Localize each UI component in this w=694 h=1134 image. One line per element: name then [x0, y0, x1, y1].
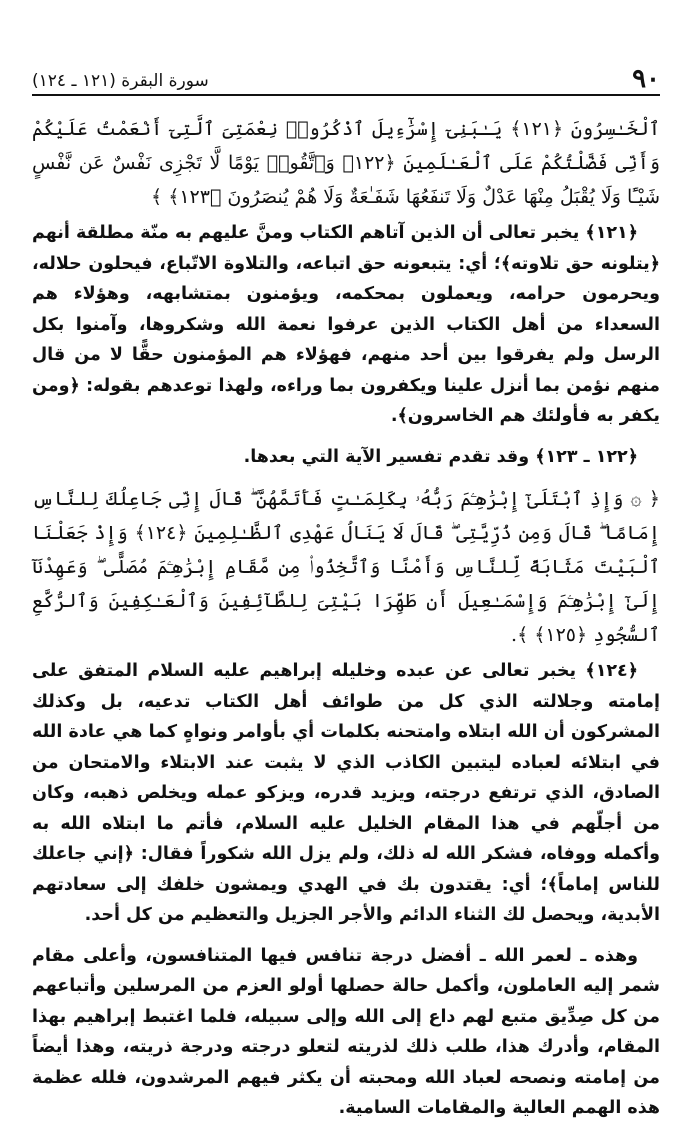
tafsir-paragraph-commentary: وهذه ـ لعمر الله ـ أفضل درجة تنافس فيها المتنافسون، وأعلى مقام شمر إليه العاملون، وأكمل حالة حصلها أولو العزم من المرسلين وأتباعهم من كل صِدِّيق متبع لهم داع إلى الله وإلى سبيله، فلما اغتبط إبراهيم بهذا المقام، وأدرك هذا، طلب ذلك لذريته لتعلو درجته ودرجة ذريته، وهذا أيضاً من إمامته ونصحه لعباد الله ومحبته أن يكثر فيهم المرشدون، فلله عظمة هذه الهمم العالية والمقامات السامية.	[32, 945, 660, 1118]
page-number: ٩٠	[632, 64, 660, 94]
quran-verses-121-123: ٱلْخَـٰسِرُونَ ﴿١٢١﴾ يَـٰبَنِىٓ إِسْرَٰٓءِيلَ ٱذْكُرُوا۟ نِعْمَتِىَ ٱلَّتِىٓ أَنْعَمْتُ عَلَيْكُمْ وَأَنِّى فَضَّلْتُكُمْ عَلَى ٱلْعَـٰلَمِينَ ﴿١٢٢﴾ وَٱتَّقُوا۟ يَوْمًا لَّا تَجْزِى نَفْسٌ عَن نَّفْسٍ شَيْـًٔا وَلَا يُقْبَلُ مِنْهَا عَدْلٌ وَلَا تَنفَعُهَا شَفَـٰعَةٌ وَلَا هُمْ يُنصَرُونَ ﴿١٢٣﴾ ﴾	[32, 118, 660, 208]
tafsir-paragraph-124: ﴿١٢٤﴾ يخبر تعالى عن عبده وخليله إبراهيم عليه السلام المتفق على إمامته وجلالته الذي كل من طوائف أهل الكتاب تدعيه، بل وكذلك المشركون أن الله ابتلاه وامتحنه بكلمات أي بأوامر ونواهٍ كما هي عادة الله في ابتلائه لعباده ليتبين الكاذب الذي لا يثبت عند الابتلاء والامتحان من الصادق، الذي ترتفع درجته، ويزيد قدره، ويزكو عمله ويخلص ذهبه، وكان من أجلّهم في هذا المقام الخليل عليه السلام، فأتم ما ابتلاه الله به وأكمله ووفاه، فشكر الله له ذلك، ولم يزل الله شكوراً فقال: ﴿إني جاعلك للناس إماماً﴾؛ أي: يقتدون بك في الهدي ويمشون خلفك إلى سعادتهم الأبدية، ويحصل لك الثناء الدائم والأجر الجزيل والتعظيم من كل أحد.	[32, 661, 660, 925]
running-title: سورة البقرة (١٢١ ـ ١٢٤)	[32, 71, 209, 91]
tafsir-paragraph-121: ﴿١٢١﴾ يخبر تعالى أن الذين آتاهم الكتاب ومنَّ عليهم به منّة مطلقة أنهم ﴿يتلونه حق تلاوته﴾؛ أي: يتبعونه حق اتباعه، والتلاوة الاتّباع، فيحلون حلاله، ويحرمون حرامه، ويعملون بمحكمه، ويؤمنون بمتشابهه، وهؤلاء هم السعداء من أهل الكتاب الذين عرفوا نعمة الله وشكروها، وآمنوا بكل الرسل ولم يفرقوا بين أحد منهم، فهؤلاء هم المؤمنون حقًّا لا من قال منهم نؤمن بما أنزل علينا ويكفرون بما وراءه، ولهذا توعدهم بقوله: ﴿ومن يكفر به فأولئك هم الخاسرون﴾.	[32, 223, 660, 426]
quran-verses-124-125: ﴿ ۞ وَإِذِ ٱبْتَلَىٰٓ إِبْرَٰهِـۧمَ رَبُّهُۥ بِكَلِمَـٰتٍ فَأَتَمَّهُنَّ ۖ قَالَ إِنِّى جَاعِلُكَ لِلنَّاسِ إِمَامًا ۖ قَالَ وَمِن ذُرِّيَّتِى ۖ قَالَ لَا يَنَالُ عَهْدِى ٱلظَّـٰلِمِينَ ﴿١٢٤﴾ وَإِذْ جَعَلْنَا ٱلْبَيْتَ مَثَابَةً لِّلنَّاسِ وَأَمْنًا وَٱتَّخِذُوا۟ مِن مَّقَامِ إِبْرَٰهِـۧمَ مُصَلًّى ۖ وَعَهِدْنَآ إِلَىٰٓ إِبْرَٰهِـۧمَ وَإِسْمَـٰعِيلَ أَن طَهِّرَا بَيْتِىَ لِلطَّآئِفِينَ وَٱلْعَـٰكِفِينَ وَٱلرُّكَّعِ ٱلسُّجُودِ ﴿١٢٥﴾ ﴾.	[32, 488, 660, 646]
tafsir-paragraph-122-123: ﴿١٢٢ ـ ١٢٣﴾ وقد تقدم تفسير الآية التي بعدها.	[243, 446, 638, 467]
page-header	[32, 60, 660, 96]
page-content	[32, 112, 660, 1134]
